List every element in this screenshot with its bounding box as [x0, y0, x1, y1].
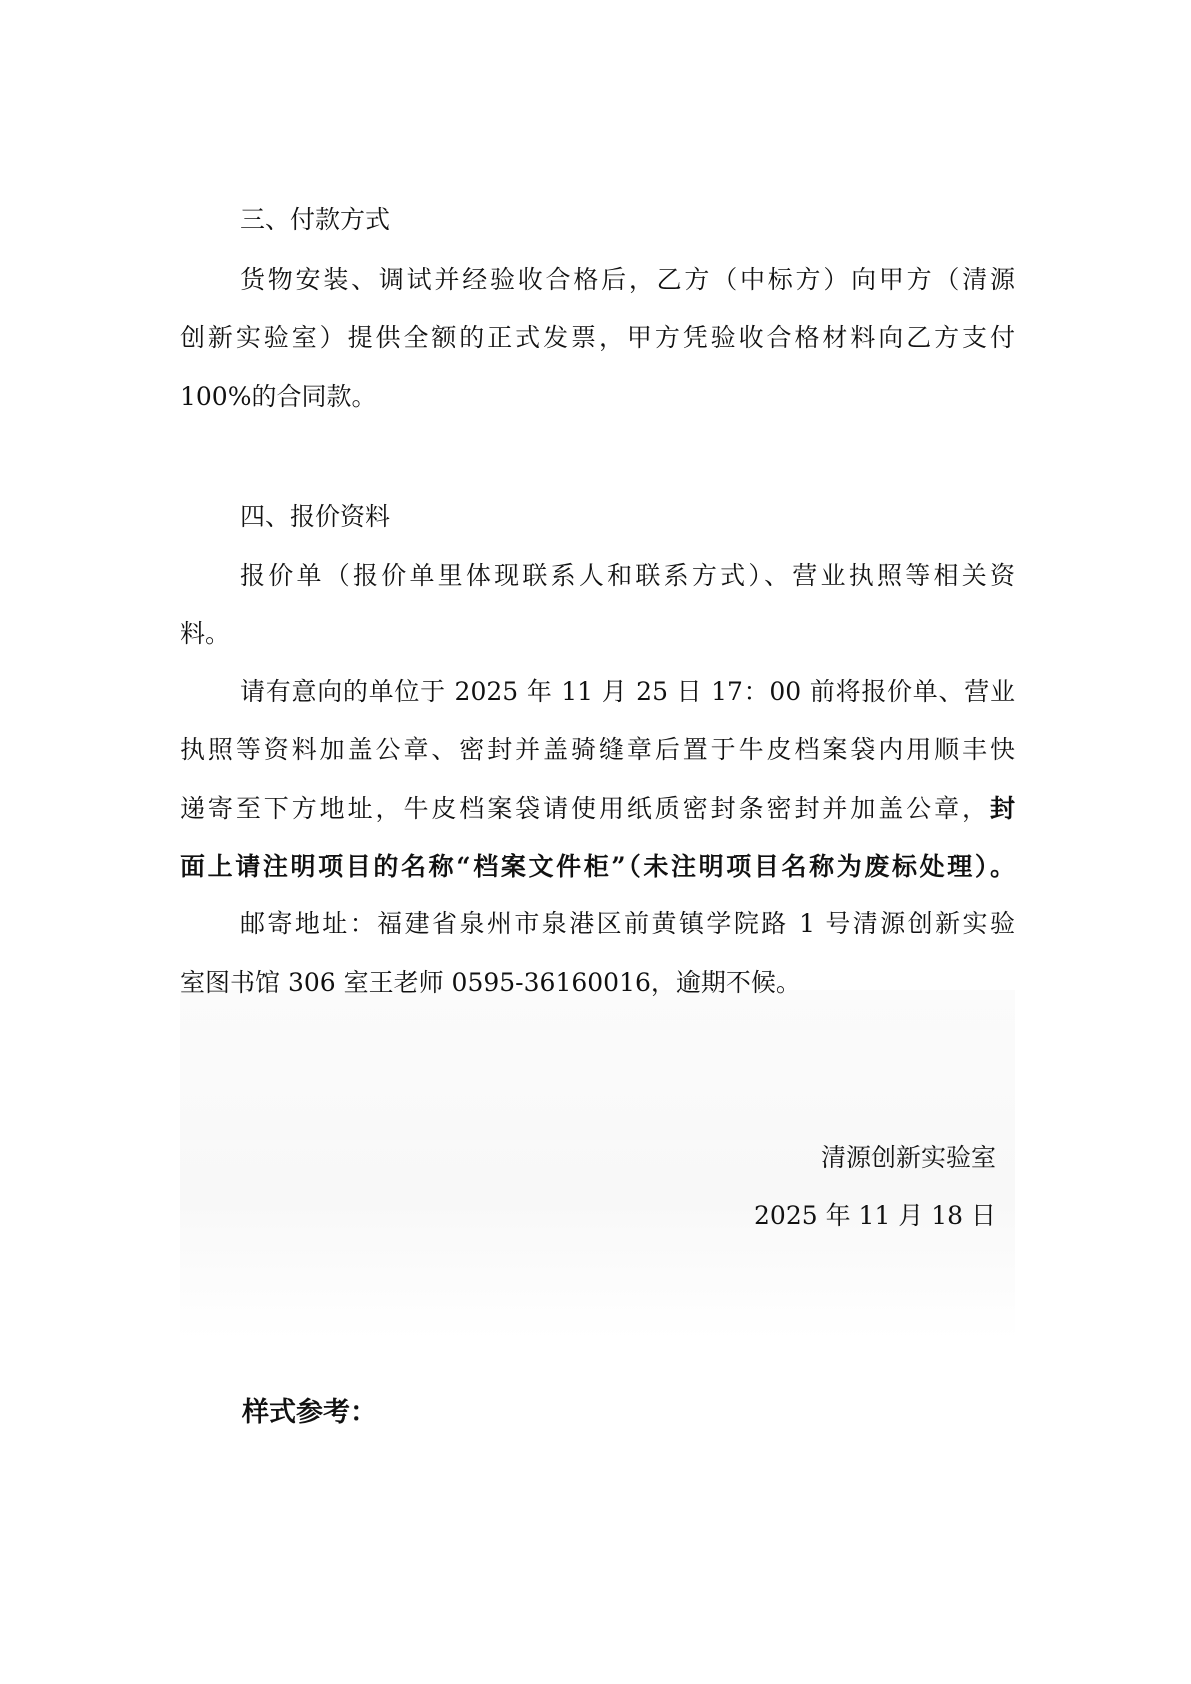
- section-heading-payment: 三、付款方式: [240, 205, 391, 234]
- quote-paragraph-line-2: 料。: [180, 619, 231, 648]
- quote-paragraph-line-1: 报价单（报价单里体现联系人和联系方式）、营业执照等相关资: [240, 561, 1015, 590]
- signature-date: 2025 年 11 月 18 日: [754, 1201, 996, 1230]
- payment-paragraph-line-3: 100%的合同款。: [180, 382, 377, 411]
- style-reference-label: 样式参考：: [242, 1397, 377, 1428]
- submit-bold-start: 封: [989, 794, 1015, 823]
- submit-paragraph-line-1: 请有意向的单位于 2025 年 11 月 25 日 17：00 前将报价单、营业: [240, 677, 1015, 706]
- payment-paragraph-line-2: 创新实验室）提供全额的正式发票，甲方凭验收合格材料向乙方支付: [180, 323, 1015, 352]
- submit-paragraph-line-3: [180, 789, 1015, 829]
- payment-paragraph-line-1: 货物安装、调试并经验收合格后，乙方（中标方）向甲方（清源: [240, 265, 1015, 294]
- section-heading-quote: 四、报价资料: [240, 502, 391, 531]
- submit-paragraph-line-2: 执照等资料加盖公章、密封并盖骑缝章后置于牛皮档案袋内用顺丰快: [180, 735, 1015, 764]
- address-line-2: 室图书馆 306 室王老师 0595-36160016，逾期不候。: [180, 968, 801, 997]
- submit-bold-line: 面上请注明项目的名称“档案文件柜”（未注明项目名称为废标处理）。: [180, 852, 1015, 881]
- address-line-1: 邮寄地址：福建省泉州市泉港区前黄镇学院路 1 号清源创新实验: [240, 909, 1015, 938]
- submit-paragraph-line-3-text: 递寄至下方地址，牛皮档案袋请使用纸质密封条密封并加盖公章，: [180, 794, 990, 823]
- signature-org: 清源创新实验室: [820, 1143, 996, 1172]
